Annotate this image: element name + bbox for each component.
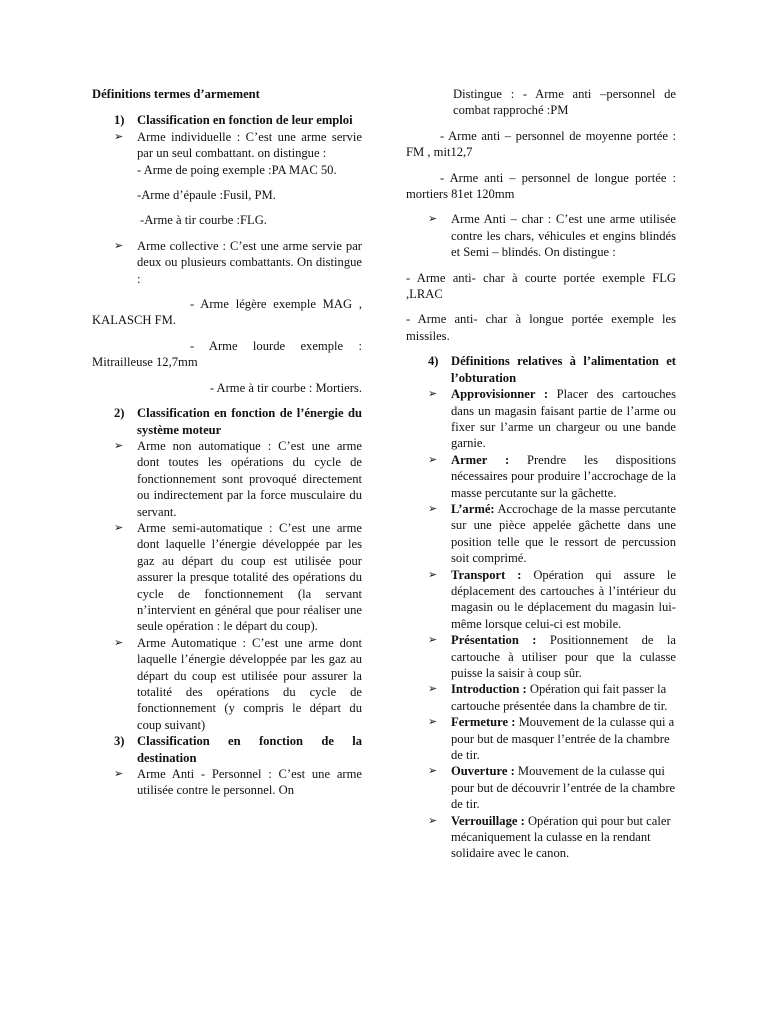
definition-item xyxy=(406,681,676,714)
definition-term: Approvisionner : xyxy=(451,387,549,402)
right-column xyxy=(406,86,676,862)
definition-item xyxy=(406,813,676,862)
arrow-bullet-icon: ➢ xyxy=(428,634,438,647)
arrow-bullet-icon: ➢ xyxy=(114,239,124,252)
section-4-heading xyxy=(406,353,676,386)
definition-text: Placer des cartouches dans un magasin faisant partie de l’arme ou fixer sur l’arme un chargeur ou une bande garnie. xyxy=(451,387,676,451)
paragraph: - Arme à tir courbe : Mortiers. xyxy=(209,380,362,395)
definition-term: Verrouillage : xyxy=(451,813,525,828)
arrow-bullet-icon: ➢ xyxy=(114,130,124,143)
section-2-heading xyxy=(92,405,362,438)
bullet-item xyxy=(92,238,362,287)
definition-item xyxy=(406,452,676,501)
definition-text: Opération qui pour but caler mécaniquement la culasse en la rendant solidaire avec le canon. xyxy=(451,813,671,861)
definition-term: Ouverture : xyxy=(451,764,515,779)
definition-term: L’armé: xyxy=(451,501,495,516)
paragraph: - Arme anti- char à longue portée exemple les missiles. xyxy=(406,312,676,343)
section-title: Classification en fonction de leur emploi xyxy=(137,113,353,128)
arrow-bullet-icon: ➢ xyxy=(428,683,438,696)
definition-item xyxy=(406,763,676,812)
definition-item xyxy=(406,632,676,681)
arrow-bullet-icon: ➢ xyxy=(114,439,124,452)
bullet-text: Arme semi-automatique : C’est une arme dont laquelle l’énergie développée par les gaz au départ du coup est utilisée pour assurer la presque totalité des opérations du cycle de fonctionnement (la servant n’intervient en général que pour réaliser une seule opération : le départ du coup). xyxy=(137,520,362,634)
definition-text: Opération qui assure le déplacement des cartouches à l’intérieur du magasin ou le déplacement du magasin lui-même lorsque celui-ci est mobile. xyxy=(451,567,677,631)
definition-text: Opération qui fait passer la cartouche présentée dans la chambre de tir. xyxy=(451,682,668,713)
definition-term: Transport : xyxy=(451,567,522,582)
paragraph: - Arme lourde exemple : Mitrailleuse 12,7mm xyxy=(92,338,362,370)
bullet-item xyxy=(92,766,362,799)
definition-item xyxy=(406,714,676,763)
arrow-bullet-icon: ➢ xyxy=(428,568,438,581)
section-number: 2) xyxy=(114,406,125,421)
bullet-item xyxy=(406,211,676,260)
definition-text: Mouvement de la culasse qui a pour but de masquer l’entrée de la chambre de tir. xyxy=(451,715,675,763)
arrow-bullet-icon: ➢ xyxy=(428,388,438,401)
definition-item xyxy=(406,501,676,567)
section-1-heading xyxy=(92,112,362,128)
arrow-bullet-icon: ➢ xyxy=(428,716,438,729)
arrow-bullet-icon: ➢ xyxy=(428,502,438,515)
definition-item xyxy=(406,386,676,452)
section-number: 1) xyxy=(114,113,125,128)
paragraph: -Arme à tir courbe :FLG. xyxy=(140,213,267,228)
paragraph: - Arme anti- char à courte portée exemple FLG ,LRAC xyxy=(406,270,676,302)
paragraph: - Arme anti – personnel de longue portée : mortiers 81et 120mm xyxy=(406,170,676,202)
bullet-text: Arme Anti - Personnel : C’est une arme utilisée contre le personnel. On xyxy=(137,767,362,798)
bullet-text: Arme collective : C’est une arme servie par deux ou plusieurs combattants. On distingue : xyxy=(137,238,362,286)
paragraph: Distingue : - Arme anti –personnel de combat rapproché :PM xyxy=(453,87,676,118)
arrow-bullet-icon: ➢ xyxy=(114,521,124,534)
bullet-text: Arme Anti – char : C’est une arme utilisée contre les chars, véhicules et engins blindés et Semi – blindés. On distingue : xyxy=(451,212,676,260)
definition-text: Positionnement de la cartouche à utiliser pour que la culasse puisse la saisir à coup sûr. xyxy=(451,633,676,680)
bullet-item xyxy=(92,438,362,520)
section-title: Classification en fonction de l’énergie du système moteur xyxy=(137,406,362,437)
paragraph: - Arme légère exemple MAG , KALASCH FM. xyxy=(92,297,362,328)
section-number: 4) xyxy=(428,354,439,369)
document-title: Définitions termes d’armement xyxy=(92,87,260,101)
section-3-heading xyxy=(92,733,362,766)
bullet-item xyxy=(92,129,362,178)
bullet-subtext: - Arme de poing exemple :PA MAC 50. xyxy=(137,162,337,177)
bullet-text: Arme Automatique : C’est une arme dont laquelle l’énergie développée par les gaz au départ du coup est utilisée pour assurer la totalité des opérations du cycle de fonctionnement (y compris le départ du coup suivant) xyxy=(137,635,362,732)
definition-term: Introduction : xyxy=(451,682,527,697)
bullet-text: Arme individuelle : C’est une arme servie par un seul combattant. on distingue : xyxy=(137,129,362,161)
definition-term: Armer : xyxy=(451,452,510,467)
arrow-bullet-icon: ➢ xyxy=(428,213,438,226)
arrow-bullet-icon: ➢ xyxy=(428,814,438,827)
arrow-bullet-icon: ➢ xyxy=(114,636,124,649)
bullet-text: Arme non automatique : C’est une arme dont toutes les opérations du cycle de fonctionnement sont provoqué directement ou indirectement par la force musculaire du servant. xyxy=(137,438,362,519)
arrow-bullet-icon: ➢ xyxy=(428,453,438,466)
section-number: 3) xyxy=(114,734,125,749)
definition-item xyxy=(406,567,676,633)
definition-term: Présentation : xyxy=(451,633,537,648)
definition-text: Accrochage de la masse percutante sur une pièce appelée gâchette dans une position telle que le ressort de percussion soit comprimé. xyxy=(451,501,676,566)
definition-text: Prendre les dispositions nécessaires pour produire l’accrochage de la masse percutante sur la gâchette. xyxy=(451,452,676,500)
section-title: Classification en fonction de la destination xyxy=(137,734,362,765)
bullet-item xyxy=(92,520,362,635)
arrow-bullet-icon: ➢ xyxy=(114,768,124,781)
section-title: Définitions relatives à l’alimentation et l’obturation xyxy=(451,354,676,385)
bullet-item xyxy=(92,635,362,733)
paragraph: -Arme d’épaule :Fusil, PM. xyxy=(137,188,276,203)
paragraph: - Arme anti – personnel de moyenne portée : FM , mit12,7 xyxy=(406,128,676,160)
left-column xyxy=(92,86,362,799)
arrow-bullet-icon: ➢ xyxy=(428,765,438,778)
definition-term: Fermeture : xyxy=(451,715,516,730)
definition-text: Mouvement de la culasse qui pour but de découvrir l’entrée de la chambre de tir. xyxy=(451,764,676,812)
